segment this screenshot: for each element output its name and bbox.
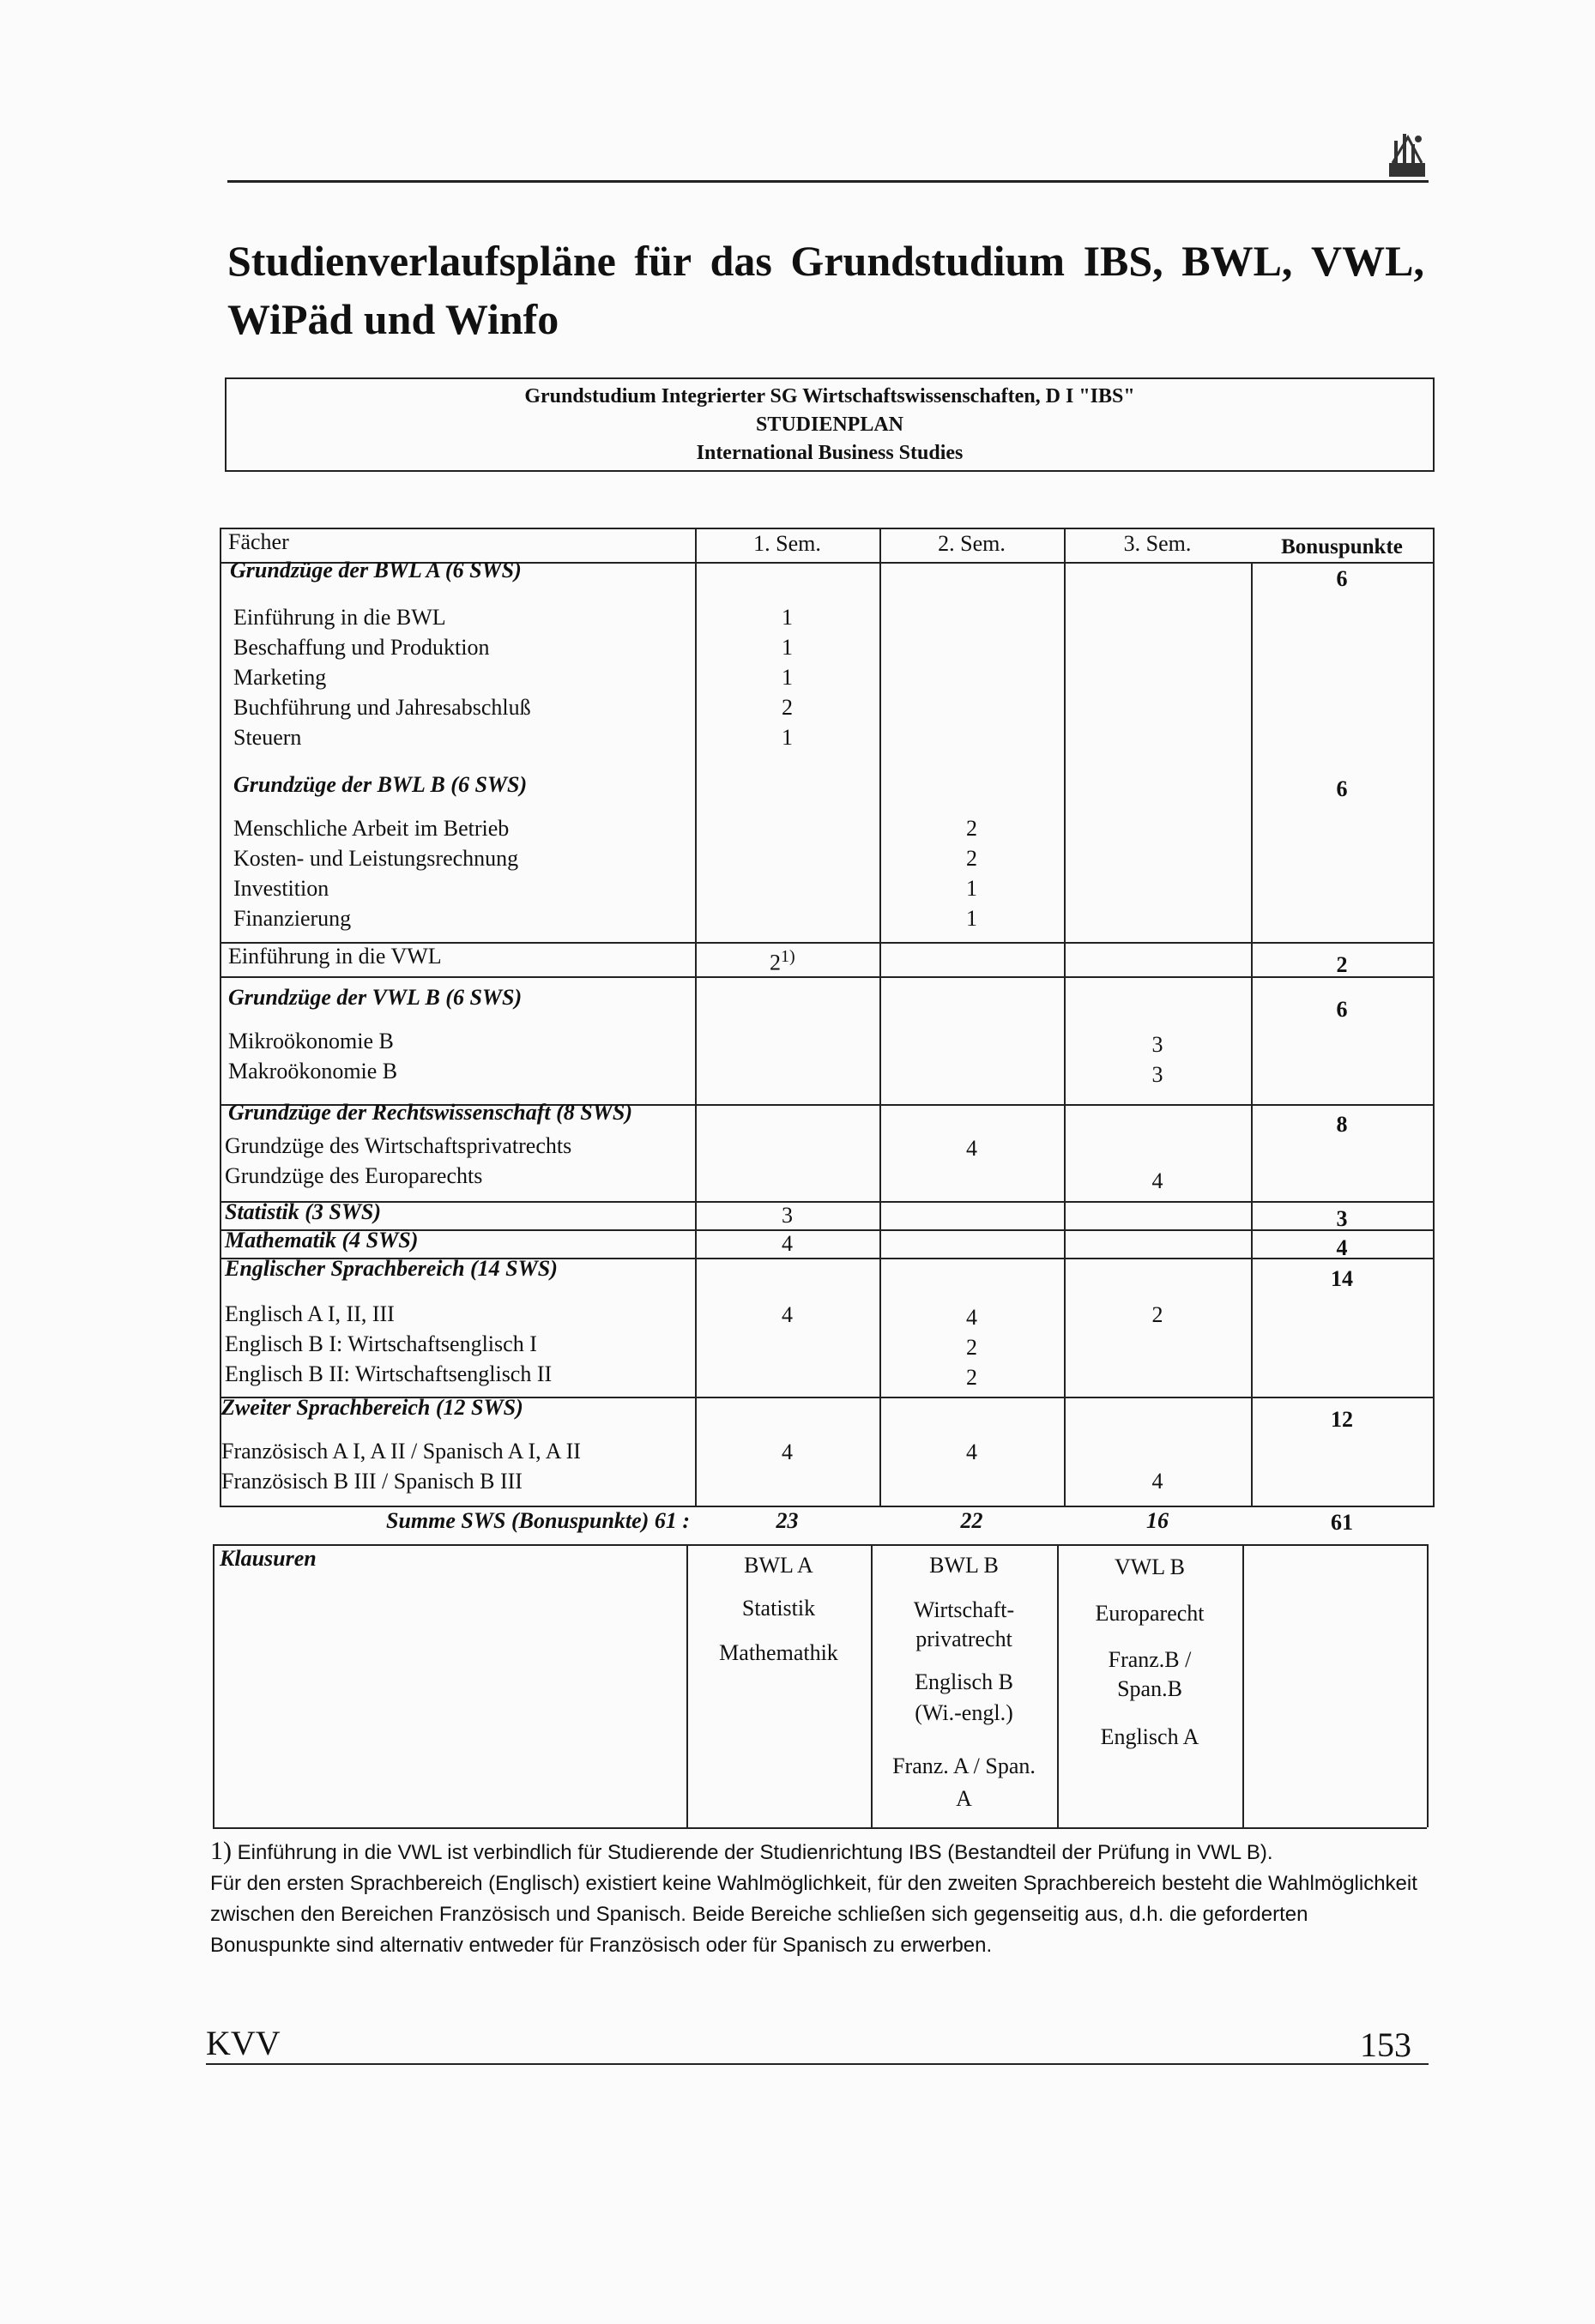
bwl-a-title: Grundzüge der BWL A (6 SWS) [230, 558, 522, 583]
bwl-b-bonus: 6 [1336, 776, 1348, 801]
value: 3 [1151, 1062, 1163, 1087]
englisch-items [225, 1299, 552, 1389]
list-item: Englisch A I, II, III [225, 1301, 395, 1326]
vwl-b-bonus: 6 [1336, 997, 1348, 1022]
englisch-sem2 [879, 1302, 1064, 1392]
exam-sem2-item: BWL B [929, 1553, 999, 1578]
footer-label: KVV [206, 2024, 281, 2062]
summe-sem2: 22 [960, 1508, 983, 1533]
value: 2 [770, 950, 781, 975]
exam-sem3-item: Englisch A [1100, 1724, 1199, 1749]
zweiter-sem3: 4 [1151, 1469, 1163, 1494]
list-item: Einführung in die BWL [233, 605, 446, 630]
exam-sem1-item: BWL A [744, 1553, 813, 1578]
englisch-bonus: 14 [1331, 1266, 1353, 1291]
list-item: Französisch A I, A II / Spanisch A I, A II [221, 1439, 581, 1464]
bwl-a-bonus: 6 [1336, 566, 1348, 591]
exam-sem3-item: VWL B [1114, 1554, 1186, 1579]
footnote-1 [210, 1836, 1429, 1868]
col-divider [1242, 1544, 1244, 1827]
title-word: Studienverlaufspläne [227, 237, 616, 285]
mathematik-bonus: 4 [1336, 1235, 1348, 1260]
value: 1 [966, 906, 977, 931]
table-border-right [1433, 528, 1435, 1506]
mathematik-sem1: 4 [782, 1231, 793, 1256]
statistik-title: Statistik (3 SWS) [225, 1199, 382, 1224]
klausuren-label: Klausuren [220, 1546, 317, 1571]
englisch-sem1: 4 [782, 1302, 793, 1327]
statistik-sem1: 3 [782, 1203, 793, 1228]
footnote-marker: 1) [210, 1837, 232, 1865]
exam-sem1-item: Statistik [741, 1596, 816, 1621]
value: 2 [966, 846, 977, 871]
list-item: Menschliche Arbeit im Betrieb [233, 816, 510, 841]
header-sem3: 3. Sem. [1123, 531, 1192, 556]
vwl-intro-label: Einführung in die VWL [228, 944, 442, 969]
title-word: VWL, [1310, 237, 1424, 285]
vwl-intro-bonus: 2 [1336, 952, 1348, 977]
englisch-sem3: 2 [1151, 1302, 1163, 1327]
value: 1 [782, 635, 793, 660]
list-item: Englisch B I: Wirtschaftsenglisch I [225, 1331, 537, 1356]
vwl-b-title: Grundzüge der VWL B (6 SWS) [228, 985, 523, 1010]
row-line [213, 1827, 1427, 1829]
title-line-1 [227, 232, 1424, 290]
exam-sem3-item: Span.B [1117, 1676, 1182, 1701]
exam-sem2-item: Englisch B [915, 1669, 1013, 1694]
recht-items [225, 1131, 571, 1191]
summe-sem3: 16 [1146, 1508, 1169, 1533]
row-line [220, 1506, 1435, 1507]
recht-title: Grundzüge der Rechtswissenschaft (8 SWS) [228, 1100, 632, 1125]
zweiter-items [221, 1436, 581, 1496]
col-divider [1251, 562, 1253, 1506]
title-word: für [634, 237, 692, 285]
title-word: BWL, [1181, 237, 1293, 285]
list-item: Französisch B III / Spanisch B III [221, 1469, 523, 1494]
list-item: Englisch B II: Wirtschaftsenglisch II [225, 1361, 553, 1386]
zweiter-bonus: 12 [1331, 1407, 1353, 1432]
recht-sem2: 4 [966, 1136, 977, 1161]
exam-sem1-item: Mathemathik [719, 1640, 838, 1665]
footer-rule [206, 2063, 1429, 2065]
value: 1 [966, 876, 977, 901]
row-line [220, 528, 1435, 529]
englisch-title: Englischer Sprachbereich (14 SWS) [225, 1256, 558, 1281]
mathematik-title: Mathematik (4 SWS) [225, 1228, 419, 1253]
exam-sem2-item: Franz. A / Span. [892, 1754, 1036, 1778]
footnote-text: Einführung in die VWL ist verbindlich für Studierende der Studienrichtung IBS (Bestandteil der Prüfung in VWL B). [237, 1841, 1273, 1864]
table-border-left [213, 1544, 214, 1827]
header-rule [227, 180, 1429, 183]
value: 2 [782, 695, 793, 720]
page-title [227, 232, 1424, 348]
recht-bonus: 8 [1336, 1112, 1348, 1137]
exam-sem3-item: Franz.B / [1108, 1647, 1192, 1672]
header-bonus: Bonuspunkte [1281, 535, 1403, 558]
header-subjects: Fächer [228, 529, 289, 554]
list-item: Marketing [233, 665, 327, 690]
vwl-b-items [228, 1026, 397, 1086]
row-line [213, 1544, 1427, 1546]
col-divider [686, 1544, 688, 1827]
bwl-a-items [233, 602, 531, 752]
exam-sem2-item: (Wi.-engl.) [915, 1700, 1013, 1725]
recht-sem3: 4 [1151, 1168, 1163, 1193]
program-line-1: Grundstudium Integrierter SG Wirtschaftswissenschaften, D I "IBS" [524, 385, 1135, 407]
title-word: IBS, [1083, 237, 1163, 285]
summe-sem1: 23 [776, 1508, 799, 1533]
exam-sem2-item: Wirtschaft- [913, 1597, 1015, 1622]
summe-label: Summe SWS (Bonuspunkte) 61 : [386, 1508, 690, 1533]
footnote [210, 1836, 1429, 1961]
col-divider [1064, 528, 1066, 1506]
list-item: Investition [233, 876, 329, 901]
title-word: das [710, 237, 772, 285]
program-line-3: International Business Studies [696, 442, 964, 464]
list-item: Kosten- und Leistungsrechnung [233, 846, 519, 871]
list-item: Steuern [233, 725, 302, 750]
vwl-b-sem3 [1064, 1029, 1251, 1090]
footnote-marker: 1) [781, 947, 795, 966]
exam-sem2-item: privatrecht [915, 1627, 1012, 1651]
header-sem2: 2. Sem. [938, 531, 1006, 556]
table-border-right [1427, 1544, 1429, 1827]
list-item: Buchführung und Jahresabschluß [233, 695, 531, 720]
list-item: Grundzüge des Europarechts [225, 1163, 483, 1188]
summe-bonus: 61 [1331, 1510, 1353, 1535]
value: 2 [966, 1335, 977, 1360]
zweiter-sem2: 4 [966, 1440, 977, 1464]
value: 3 [1151, 1032, 1163, 1057]
list-item: Mikroökonomie B [228, 1029, 394, 1053]
university-logo-icon [1386, 129, 1429, 180]
exam-sem3-item: Europarecht [1095, 1601, 1205, 1626]
bwl-b-title: Grundzüge der BWL B (6 SWS) [233, 772, 528, 797]
bwl-a-sem1 [695, 602, 879, 752]
header-sem1: 1. Sem. [753, 531, 821, 556]
zweiter-title: Zweiter Sprachbereich (12 SWS) [221, 1395, 523, 1420]
vwl-intro-sem1 [770, 947, 795, 976]
list-item: Makroökonomie B [228, 1059, 398, 1084]
value: 1 [782, 725, 793, 750]
value: 4 [966, 1305, 977, 1330]
page-number: 153 [1360, 2025, 1411, 2064]
value: 2 [966, 816, 977, 841]
program-line-2: STUDIENPLAN [755, 413, 904, 436]
list-item: Grundzüge des Wirtschaftsprivatrechts [225, 1133, 572, 1158]
zweiter-sem1: 4 [782, 1440, 793, 1464]
value: 1 [782, 665, 793, 690]
value: 1 [782, 605, 793, 630]
bwl-b-items [233, 813, 518, 933]
list-item: Beschaffung und Produktion [233, 635, 490, 660]
title-line-2: WiPäd und Winfo [227, 295, 559, 343]
program-box [225, 377, 1435, 472]
statistik-bonus: 3 [1336, 1206, 1348, 1231]
footnote-2: Für den ersten Sprachbereich (Englisch) existiert keine Wahlmöglichkeit, für den zweiten Sprachbereich besteht die Wahlmöglichkeit zwischen den Bereichen Französisch und Spanisch. Beide Bereiche schließen sich gegenseitig aus, d.h. die geforderten Bonuspunkte sind alternativ entweder für Französisch oder für Spanisch zu erwerben. [210, 1872, 1417, 1957]
value: 2 [966, 1365, 977, 1390]
table-border-left [220, 528, 221, 1506]
exam-sem2-item: A [956, 1786, 972, 1811]
list-item: Finanzierung [233, 906, 352, 931]
bwl-b-sem2 [879, 813, 1064, 933]
title-word: Grundstudium [790, 237, 1066, 285]
